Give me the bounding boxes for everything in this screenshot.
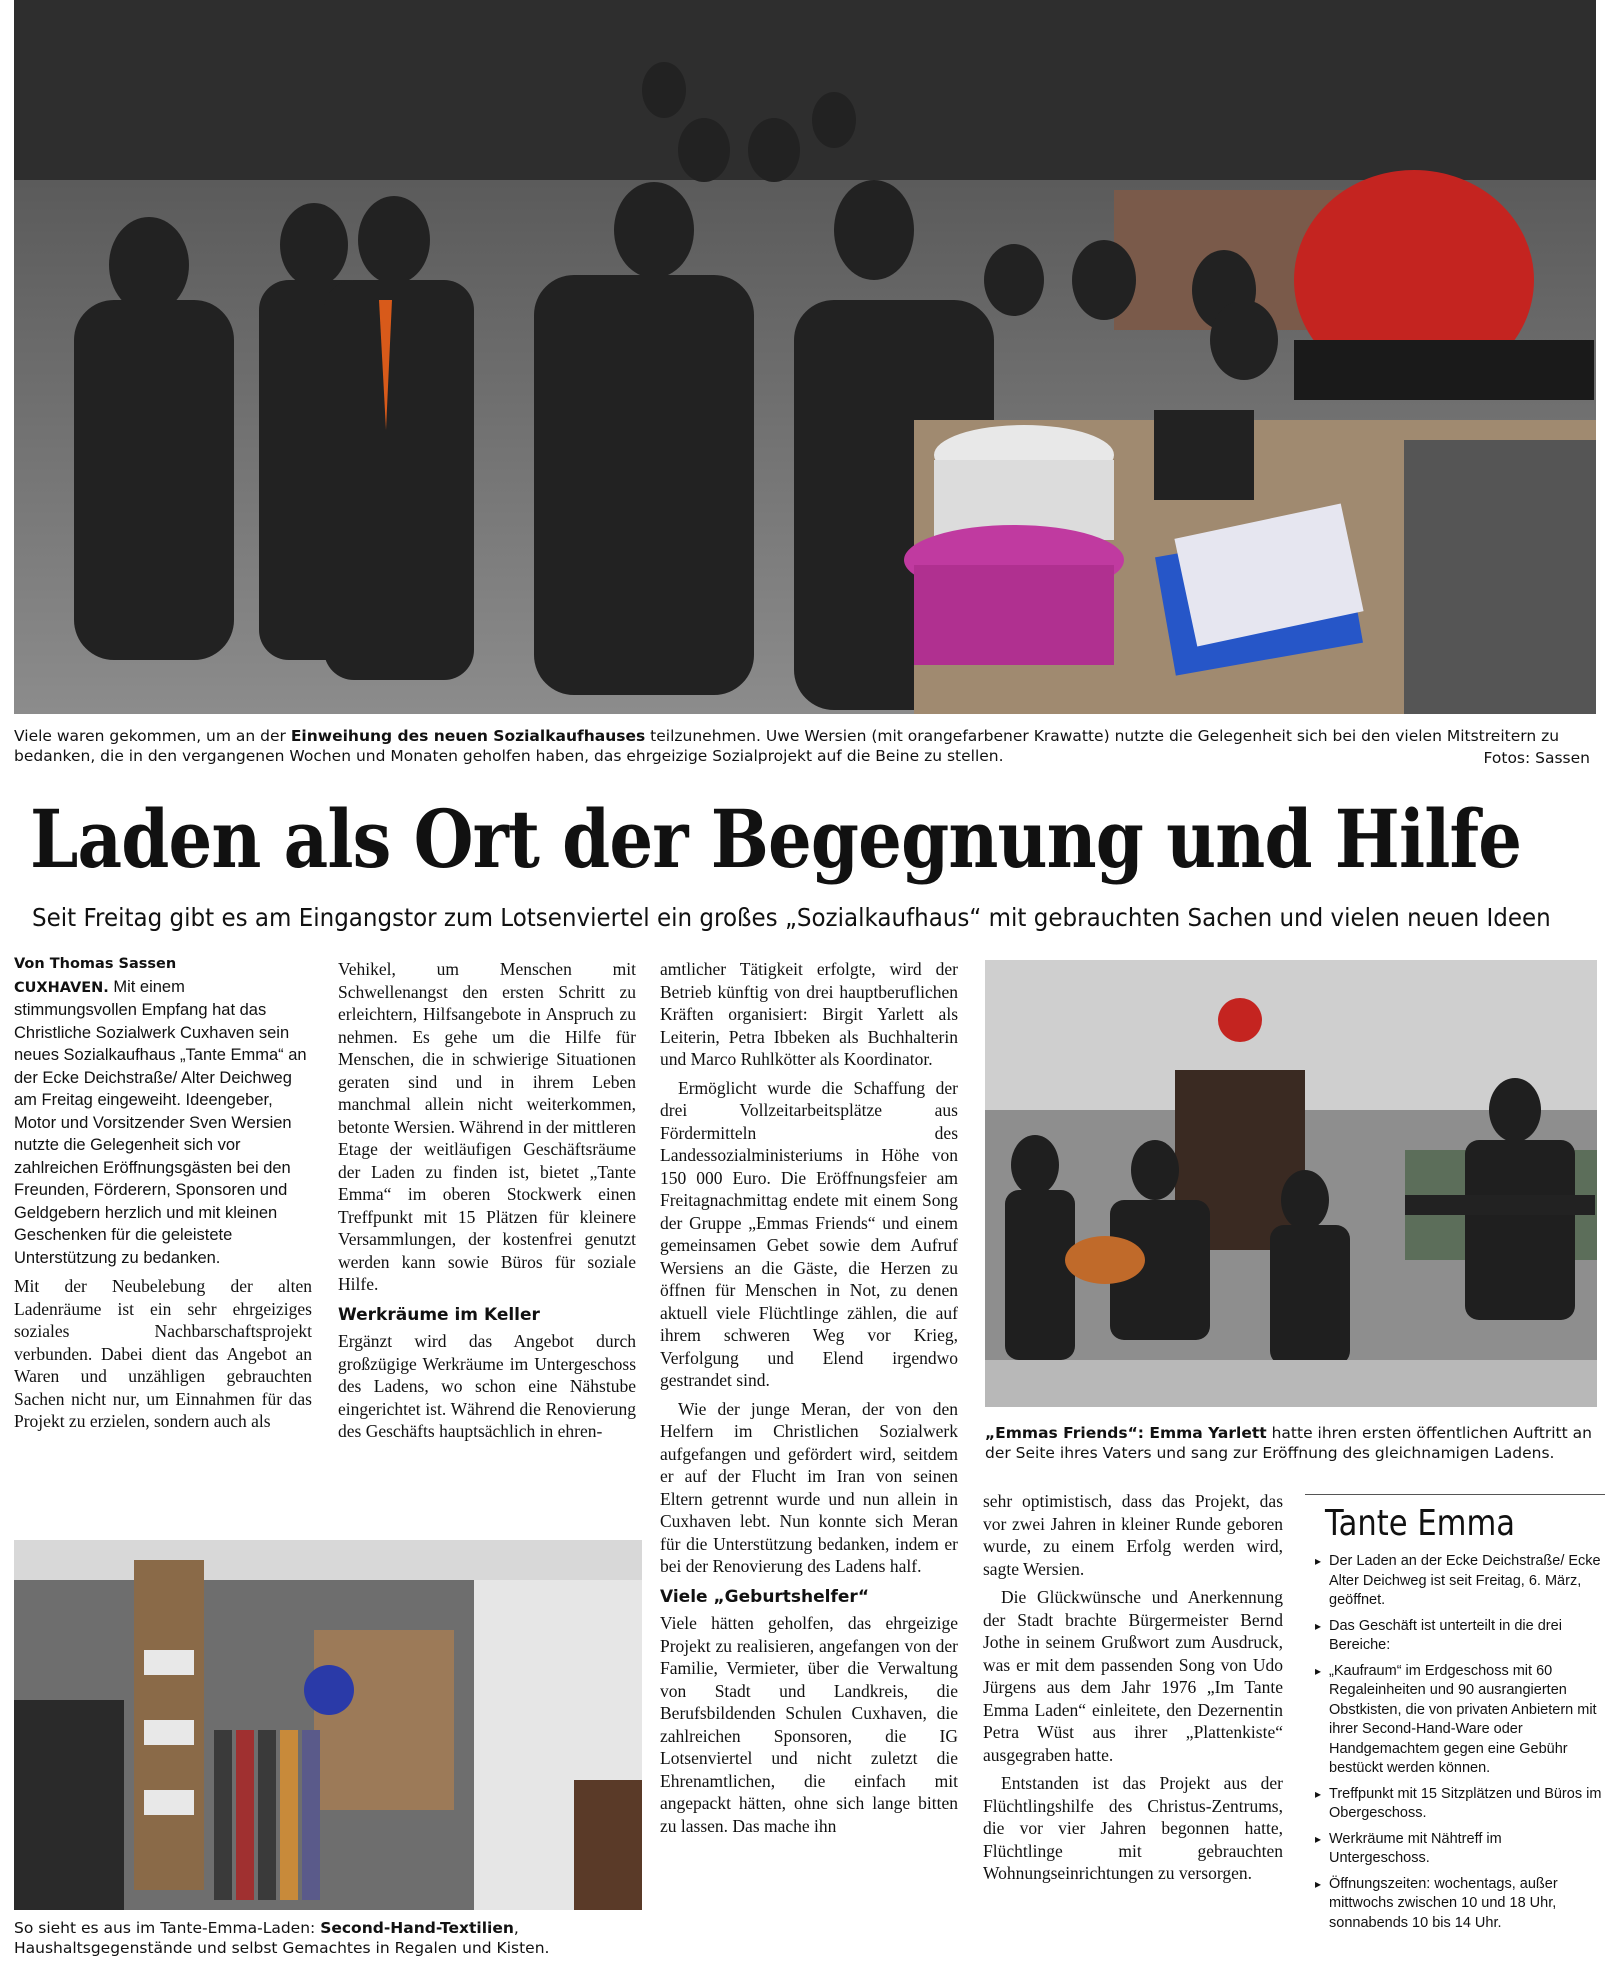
dateline: CUXHAVEN. xyxy=(14,979,109,996)
paragraph: Die Glückwünsche und Anerkennung der Stadt brachte Bürgermeister Bernd Jothe in seinem Grußwort zum Ausdruck, was er mit dem passenden Song von Udo Jürgens aus dem Jahr 1976 „Im Tante Emma Laden“ einleitete, den Dezernentin Petra Wüst aus ihrer „Plattenkiste“ ausgegraben hatte. xyxy=(983,1587,1283,1765)
caption-bold: Einweihung des neuen Sozialkaufhauses xyxy=(290,727,646,745)
paragraph: Viele hätten geholfen, das ehrgeizige Projekt zu realisieren, angefangen von der Familie, Vermieter, über die Verwaltung von Stadt und Landkreis, die Berufsbildenden Schulen Cuxhaven, die zahlreichen Sponsoren, die IG Lotsenviertel und nicht zuletzt die Ehrenamtlichen, die einfach mit angepackt hätten, ohne sich lange bitten zu lassen. Das mache ihn xyxy=(660,1613,958,1836)
article-column-3 xyxy=(660,958,958,1843)
band-photo xyxy=(985,960,1597,1407)
caption-text: , Haushaltsgegenstände und selbst Gemachtes in Regalen und Kisten. xyxy=(14,1919,550,1957)
paragraph: Mit einem stimmungsvollen Empfang hat das Christliche Sozialwerk Cuxhaven sein neues Sozialkaufhaus „Tante Emma“ an der Ecke Deichstraße/ Alter Deichweg am Freitag eingeweiht. Ideengeber, Motor und Vorsitzender Sven Wersien nutzte die Gelegenheit sich vor zahlreichen Eröffnungsgästen bei den Freunden, Förderern, Sponsoren und Geldgebern herzlich und mit kleinen Geschenken für die geleistete Unterstützung zu bedanken. xyxy=(14,977,307,1267)
subheading: Werkräume im Keller xyxy=(338,1304,540,1325)
info-box-item: ▸ Werkräume mit Nähtreff im Untergeschoss. xyxy=(1315,1830,1605,1869)
info-box-title: Tante Emma xyxy=(1325,1503,1516,1544)
paragraph: Ermöglicht wurde die Schaffung der drei Vollzeitarbeitsplätze aus Fördermitteln des Landessozialministeriums in Höhe von 150 000 Euro. Die Eröffnungsfeier am Freitagnachmittag endete mit einem Song der Gruppe „Emmas Friends“ und einem gemeinsamen Gebet sowie dem Aufruf Wersiens an die Gäste, die Herzen zu öffnen für Menschen in Not, zu denen aktuell viele Flüchtlinge zählen, die auf ihrem schweren Weg vor Krieg, Verfolgung und Elend irgendwo gestrandet sind. xyxy=(660,1077,958,1390)
paragraph: amtlicher Tätigkeit erfolgte, wird der Betrieb künftig von drei hauptberuflichen Kräften organisiert: Birgit Yarlett als Leiterin, Petra Ibbeken als Buchhalterin und Marco Ruhlkötter als Koordinator. xyxy=(660,959,958,1069)
info-box-list xyxy=(1305,1552,1605,1933)
paragraph: Ergänzt wird das Angebot durch großzügige Werkräume im Untergeschoss des Ladens, wo schon eine Nähstube eingerichtet ist. Während die Renovierung des Geschäfts hauptsächlich in ehren- xyxy=(338,1331,636,1441)
info-box-item: ▸ Treffpunkt mit 15 Sitzplätzen und Büros im Obergeschoss. xyxy=(1315,1785,1605,1824)
paragraph: sehr optimistisch, dass das Projekt, das vor zwei Jahren in kleiner Runde geboren wurde, zu einem Erfolg werden wird, sagte Wersien. xyxy=(983,1491,1283,1579)
shop-photo-caption xyxy=(14,1918,642,1958)
paragraph: Mit der Neubelebung der alten Ladenräume ist ein sehr ehrgeiziges soziales Nachbarschaftsprojekt verbunden. Dabei dient das Angebot an Waren und unzähligen gebrauchten Sachen nicht nur, um Einnahmen für das Projekt zu erzielen, sondern auch als xyxy=(14,1276,312,1431)
caption-bold: „Emmas Friends“: Emma Yarlett xyxy=(985,1424,1267,1442)
caption-text: teilzunehmen. Uwe Wersien (mit orangefarbener Krawatte) nutzte die Gelegenheit sich bei den vielen Mitstreitern zu bedanken, die in den vergangenen Wochen und Monaten geholfen haben, das ehrgeizige Sozialprojekt auf die Beine zu stellen. xyxy=(14,727,1560,765)
caption-bold: Second-Hand-Textilien xyxy=(320,1919,514,1937)
paragraph: Vehikel, um Menschen mit Schwellenangst den ersten Schritt zu erleichtern, Hilfsangebote in Anspruch zu nehmen. Es gehe um die Hilfe für Menschen, die in schwierige Situationen geraten sind und in ihrem Leben manchmal allein nicht weiterkommen, betonte Wersien. Während in der mittleren Etage der weitläufigen Geschäftsräume der Laden zu finden ist, bietet „Tante Emma“ im oberen Stockwerk einen Treffpunkt mit 15 Plätzen für kleinere Versammlungen, der kostenfrei genutzt werden kann sowie Büros für soziale Hilfe. xyxy=(338,959,636,1294)
subheading: Viele „Geburtshelfer“ xyxy=(660,1586,869,1607)
article-column-4 xyxy=(983,1490,1283,1891)
band-photo-caption xyxy=(985,1423,1597,1463)
article-column-1 xyxy=(14,953,312,1439)
headline: Laden als Ort der Begegnung und Hilfe xyxy=(30,792,1522,886)
info-box-item: ▸ Der Laden an der Ecke Deichstraße/ Ecke Alter Deichweg ist seit Freitag, 6. März, geöffnet. xyxy=(1315,1552,1605,1611)
photo-credit: Fotos: Sassen xyxy=(1483,749,1590,767)
top-photo xyxy=(14,0,1596,714)
info-box xyxy=(1305,1494,1605,1939)
paragraph: Entstanden ist das Projekt aus der Flüchtlingshilfe des Christus-Zentrums, die vor vier Jahren begonnen hatte, Flüchtlinge mit gebrauchten Wohnungseinrichtungen zu versorgen. xyxy=(983,1773,1283,1883)
top-photo-caption xyxy=(14,726,1596,768)
byline: Von Thomas Sassen xyxy=(14,956,177,972)
info-box-item: ▸ Das Geschäft ist unterteilt in die drei Bereiche: xyxy=(1315,1617,1605,1656)
shop-photo xyxy=(14,1540,642,1910)
info-box-item: ▸ Öffnungszeiten: wochentags, außer mittwochs zwischen 10 und 18 Uhr, sonnabends 10 bis 14 Uhr. xyxy=(1315,1875,1605,1934)
article-column-2 xyxy=(338,958,636,1449)
subheadline: Seit Freitag gibt es am Eingangstor zum Lotsenviertel ein großes „Sozialkaufhaus“ mit gebrauchten Sachen und vielen neuen Ideen xyxy=(32,903,1551,932)
caption-text: So sieht es aus im Tante-Emma-Laden: xyxy=(14,1919,321,1937)
caption-text: Viele waren gekommen, um an der xyxy=(14,727,291,745)
paragraph: Wie der junge Meran, der von den Helfern im Christlichen Sozialwerk aufgefangen und gefördert wird, seitdem er auf der Flucht im Iran von seinen Eltern getrennt wurde und nun allein in Cuxhaven lebt. Nun konnte sich Meran für die Unterstützung bedanken, indem er bei der Renovierung des Ladens half. xyxy=(660,1398,958,1576)
caption-text: hatte ihren ersten öffentlichen Auftritt an der Seite ihres Vaters und sang zur Eröffnung des gleichnamigen Ladens. xyxy=(985,1424,1592,1462)
info-box-item: ▸ „Kaufraum“ im Erdgeschoss mit 60 Regaleinheiten und 90 ausrangierten Obstkisten, die von privaten Anbietern mit ihrer Second-Hand-Ware oder Handgemachtem gegen eine Gebühr bestückt werden können. xyxy=(1315,1662,1605,1779)
